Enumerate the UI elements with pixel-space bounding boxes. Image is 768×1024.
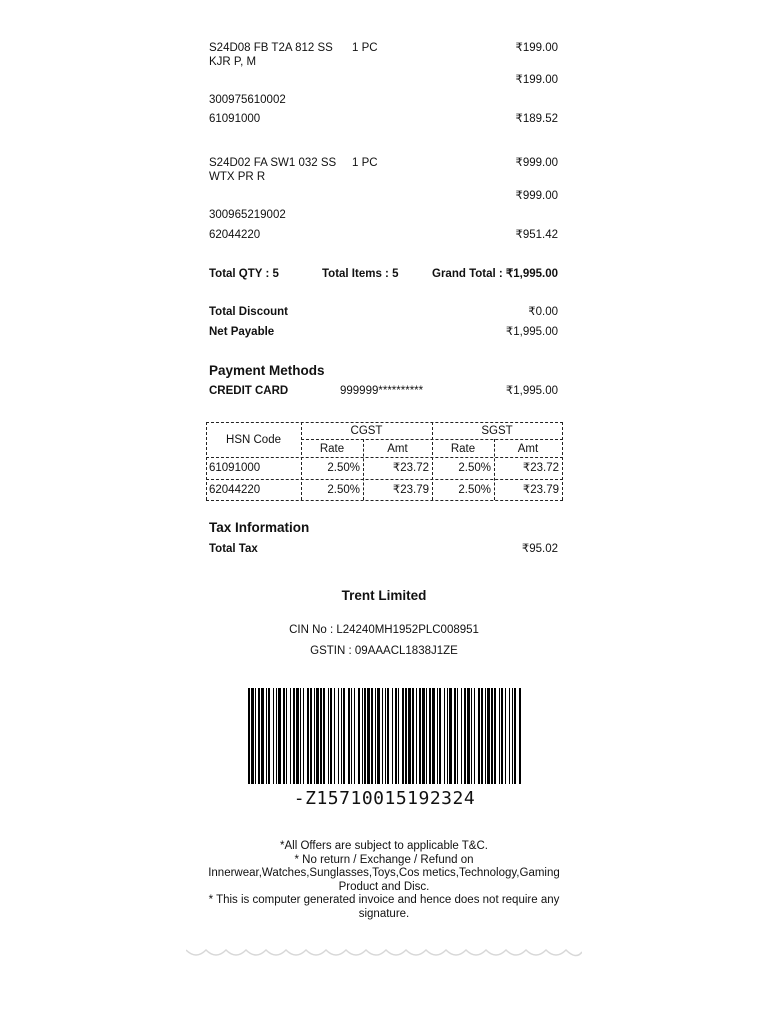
total-tax-value: ₹95.02 [521,543,558,555]
barcode-bar [286,688,287,784]
barcode-bar [439,688,441,784]
barcode-bar [248,688,250,784]
barcode-bar [419,688,421,784]
tax-table [206,422,563,501]
item-2-qty: 1 PC [352,157,378,169]
barcode-bar [422,688,425,784]
table-row-1-cgst-rate: 2.50% [327,462,360,474]
payment-methods-heading: Payment Methods [209,363,325,378]
barcode-bar [276,688,277,784]
barcode-bar [266,688,267,784]
barcode-bar [261,688,264,784]
table-header-sgst-rate: Rate [450,443,476,455]
barcode-bar [449,688,452,784]
table-row-1-sgst-rate: 2.50% [458,462,491,474]
table-border-bottom [206,500,563,501]
barcode-bar [464,688,466,784]
table-row-1-cgst-amt: ₹23.72 [392,462,429,474]
total-items: Total Items : 5 [322,268,399,280]
barcode-bar [512,688,513,784]
barcode-bar [290,688,291,784]
barcode-bar [316,688,319,784]
barcode-bar [300,688,301,784]
barcode-bar [375,688,376,784]
barcode-bar [505,688,506,784]
barcode-bar [358,688,360,784]
torn-edge-path [186,950,582,956]
barcode-bar [307,688,309,784]
company-name: Trent Limited [341,588,427,603]
barcode-bar [387,688,389,784]
barcode-bar [273,688,274,784]
barcode-bar [323,688,325,784]
total-discount-label: Total Discount [209,306,289,318]
payment-amount: ₹1,995.00 [505,385,558,397]
item-1-price: ₹199.00 [515,42,558,54]
barcode-bar [481,688,483,784]
barcode-bar [330,688,332,784]
table-row-2-sgst-rate: 2.50% [458,484,491,496]
footer-terms [200,840,568,922]
table-row-2-sgst-amt: ₹23.79 [522,484,559,496]
net-payable-label: Net Payable [209,326,275,338]
item-1-qty: 1 PC [352,42,378,54]
barcode-bar [514,688,516,784]
barcode-image [248,688,521,784]
barcode-bar [395,688,397,784]
table-row-2-cgst-amt: ₹23.79 [392,484,429,496]
barcode-bar [364,688,366,784]
item-1-hsn: 61091000 [209,113,261,125]
table-border-top [206,422,563,423]
barcode-bar [467,688,470,784]
table-row-1-hsn: 61091000 [209,462,261,474]
barcode-bar [398,688,399,784]
barcode-bar [478,688,480,784]
barcode-bar [314,688,315,784]
total-tax-label: Total Tax [209,543,258,555]
barcode-bar [499,688,500,784]
barcode-bar [444,688,445,784]
barcode-bar [519,688,521,784]
grand-total: Grand Total : ₹1,995.00 [432,268,558,280]
barcode-bar [343,688,345,784]
item-2-amount: ₹999.00 [515,190,558,202]
barcode-number: -Z15710015192324 [293,788,476,809]
barcode-bar [501,688,503,784]
payment-method: CREDIT CARD [209,385,289,397]
barcode-bar [382,688,383,784]
barcode-bar [351,688,352,784]
item-1-amount: ₹199.00 [515,74,558,86]
barcode-bar [258,688,260,784]
table-divider-header [206,457,563,458]
item-1-name: S24D08 FB T2A 812 SS [209,42,333,54]
barcode-bar [412,688,414,784]
table-header-cgst-rate: Rate [319,443,345,455]
company-gstin: GSTIN : 09AAACL1838J1ZE [310,645,458,657]
table-header-sgst-amt: Amt [517,443,539,455]
barcode-bar [334,688,335,784]
barcode-bar [371,688,373,784]
barcode-bar [303,688,304,784]
barcode-bar [354,688,355,784]
barcode-bar [408,688,411,784]
barcode-bar [416,688,417,784]
barcode-bar [474,688,475,784]
table-border-right [562,422,563,500]
footer-line-computer-generated: * This is computer generated invoice and hence does not require any signature. [208,894,560,920]
company-cin: CIN No : L24240MH1952PLC008951 [289,624,479,636]
tax-information-heading: Tax Information [209,520,310,535]
barcode-bar [385,688,386,784]
item-2-net: ₹951.42 [515,229,558,241]
barcode-bar [278,688,281,784]
table-header-cgst-amt: Amt [387,443,408,455]
total-qty: Total QTY : 5 [209,268,279,280]
barcode-bar [402,688,404,784]
barcode-bar [392,688,393,784]
barcode-bar [268,688,270,784]
item-2-barcode: 300965219002 [209,209,286,221]
item-1-net: ₹189.52 [515,113,558,125]
table-row-2-cgst-rate: 2.50% [327,484,360,496]
barcode-bar [296,688,299,784]
total-discount-value: ₹0.00 [528,306,558,318]
item-1-name-line2: KJR P, M [209,56,257,68]
barcode-bar [461,688,462,784]
item-2-hsn: 62044220 [209,229,261,241]
barcode-bar [293,688,295,784]
barcode-bar [341,688,342,784]
item-2-price: ₹999.00 [515,157,558,169]
table-row-2-hsn: 62044220 [209,484,261,496]
item-2-name-line2: WTX PR R [209,171,266,183]
barcode-bar [362,688,363,784]
barcode-bar [320,688,322,784]
barcode-bar [447,688,448,784]
barcode-bar [377,688,380,784]
barcode-bar [310,688,312,784]
torn-edge [186,944,582,962]
barcode-bar [494,688,496,784]
item-1-barcode: 300975610002 [209,94,286,106]
barcode-bar [509,688,510,784]
barcode-bar [255,688,256,784]
barcode-bar [432,688,435,784]
footer-line-offers: *All Offers are subject to applicable T&C. [280,840,488,852]
footer-line-no-return: * No return / Exchange / Refund on Innerwear,Watches,Sunglasses,Toys,Cos metics,Technology,Gaming Product and Disc. [208,853,560,893]
barcode-bar [405,688,407,784]
barcode-bar [328,688,329,784]
barcode-bar [251,688,254,784]
table-header-sgst: SGST [481,425,513,437]
barcode-bar [283,688,285,784]
table-header-hsn: HSN Code [226,434,281,446]
barcode-bar [471,688,472,784]
barcode-bar [338,688,339,784]
table-divider-row [206,479,563,480]
item-2-name: S24D02 FA SW1 032 SS [209,157,337,169]
table-header-cgst: CGST [350,425,383,437]
net-payable-value: ₹1,995.00 [505,326,558,338]
barcode-bar [491,688,493,784]
barcode-bar [367,688,370,784]
barcode-bar [487,688,490,784]
barcode-bar [457,688,458,784]
payment-card-number: 999999********** [340,385,424,397]
barcode-bar [437,688,438,784]
barcode-bar [348,688,350,784]
barcode-bar [485,688,486,784]
barcode-bar [426,688,427,784]
table-row-1-sgst-amt: ₹23.72 [522,462,559,474]
barcode-bar [429,688,431,784]
barcode-bar [454,688,456,784]
